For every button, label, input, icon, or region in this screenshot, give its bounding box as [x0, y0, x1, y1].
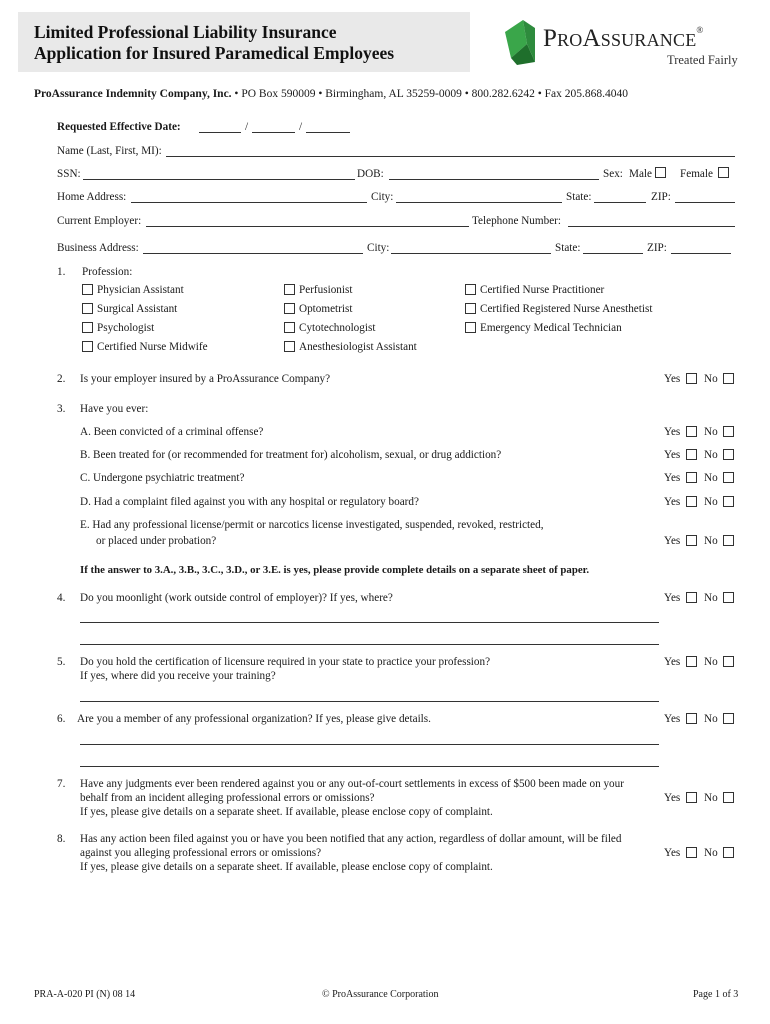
no-label: No: [704, 373, 718, 385]
no-label: No: [704, 713, 718, 725]
q6-answer-line-2[interactable]: [80, 766, 659, 767]
no-label: No: [704, 496, 718, 508]
question-3c-text: C. Undergone psychiatric treatment?: [80, 472, 245, 484]
registered-mark: ®: [696, 25, 704, 35]
no-label: No: [704, 449, 718, 461]
female-checkbox[interactable]: [718, 167, 729, 178]
yes-label: Yes: [664, 535, 681, 547]
q6-yes-checkbox[interactable]: [686, 713, 697, 724]
q5-no-checkbox[interactable]: [723, 656, 734, 667]
yes-label: Yes: [664, 847, 681, 859]
business-city-label: City:: [367, 242, 390, 254]
company-address: • PO Box 590009 • Birmingham, AL 35259-0009 • 800.282.6242 • Fax 205.868.4040: [234, 88, 629, 100]
effective-date-year-field[interactable]: [306, 132, 350, 133]
profession-option: Certified Nurse Midwife: [97, 341, 208, 353]
question-3b-text: B. Been treated for (or recommended for treatment for) alcoholism, sexual, or drug addiction?: [80, 449, 502, 461]
business-zip-label: ZIP:: [647, 242, 667, 254]
name-label: Name (Last, First, MI):: [57, 145, 162, 157]
telephone-field[interactable]: [568, 226, 735, 227]
question-3d-text: D. Had a complaint filed against you with any hospital or regulatory board?: [80, 496, 419, 508]
business-address-label: Business Address:: [57, 242, 139, 254]
business-state-label: State:: [555, 242, 581, 254]
profession-option: Anesthesiologist Assistant: [299, 341, 417, 353]
copyright: © ProAssurance Corporation: [322, 989, 439, 1000]
telephone-label: Telephone Number:: [472, 215, 561, 227]
q6-no-checkbox[interactable]: [723, 713, 734, 724]
no-label: No: [704, 472, 718, 484]
question-7-text-cont: behalf from an incident alleging professional errors or omissions?: [80, 792, 375, 804]
dob-label: DOB:: [357, 168, 384, 180]
yes-label: Yes: [664, 592, 681, 604]
q4-answer-line-1[interactable]: [80, 622, 659, 623]
yes-label: Yes: [664, 713, 681, 725]
profession-option: Cytotechnologist: [299, 322, 376, 334]
question-8-instruction: If yes, please give details on a separate sheet. If available, please enclose copy of complaint.: [80, 861, 493, 873]
question-7-instruction: If yes, please give details on a separate sheet. If available, please enclose copy of complaint.: [80, 806, 493, 818]
profession-option: Surgical Assistant: [97, 303, 178, 315]
question-7-text: Have any judgments ever been rendered against you or any out-of-court settlements in excess of $500 been made on your: [80, 778, 624, 790]
employer-field[interactable]: [146, 226, 469, 227]
no-label: No: [704, 426, 718, 438]
question-3e-text-cont: or placed under probation?: [96, 535, 217, 547]
ssn-field[interactable]: [83, 179, 355, 180]
no-label: No: [704, 792, 718, 804]
date-separator: /: [299, 121, 303, 133]
sex-label: Sex:: [603, 168, 623, 180]
profession-option: Psychologist: [97, 322, 155, 334]
q3c-yes-checkbox[interactable]: [686, 472, 697, 483]
profession-option: Physician Assistant: [97, 284, 184, 296]
question-8-text: Has any action been filed against you or have you been notified that any action, regardless of dollar amount, will be filed: [80, 833, 622, 845]
home-state-field[interactable]: [594, 202, 646, 203]
question-5-text: Do you hold the certification of licensure required in your state to practice your profession?: [80, 656, 491, 668]
profession-checkbox-emt[interactable]: [465, 322, 476, 333]
no-label: No: [704, 535, 718, 547]
yes-label: Yes: [664, 449, 681, 461]
profession-checkbox-nurse-practitioner[interactable]: [465, 284, 476, 295]
question-3-instruction: If the answer to 3.A., 3.B., 3.C., 3.D., or 3.E. is yes, please provide complete details on a separate sheet of paper.: [80, 564, 590, 576]
question-number: 3.: [57, 403, 66, 415]
q3e-yes-checkbox[interactable]: [686, 535, 697, 546]
form-title-line2: Application for Insured Paramedical Employees: [34, 43, 395, 63]
q8-no-checkbox[interactable]: [723, 847, 734, 858]
q3b-no-checkbox[interactable]: [723, 449, 734, 460]
form-title-line1: Limited Professional Liability Insurance: [34, 22, 337, 42]
q2-no-checkbox[interactable]: [723, 373, 734, 384]
home-address-label: Home Address:: [57, 191, 127, 203]
effective-date-label: Requested Effective Date:: [57, 121, 181, 133]
business-address-field[interactable]: [143, 253, 363, 254]
yes-label: Yes: [664, 656, 681, 668]
name-field[interactable]: [166, 156, 735, 157]
profession-checkbox-physician-assistant[interactable]: [82, 284, 93, 295]
q5-yes-checkbox[interactable]: [686, 656, 697, 667]
profession-checkbox-optometrist[interactable]: [284, 303, 295, 314]
q8-yes-checkbox[interactable]: [686, 847, 697, 858]
profession-checkbox-perfusionist[interactable]: [284, 284, 295, 295]
q5-answer-line[interactable]: [80, 701, 659, 702]
q4-yes-checkbox[interactable]: [686, 592, 697, 603]
question-8-text-cont: against you alleging professional errors or omissions?: [80, 847, 322, 859]
home-zip-label: ZIP:: [651, 191, 671, 203]
profession-label: Profession:: [82, 266, 133, 278]
proassurance-logo-icon: [503, 18, 537, 66]
q3c-no-checkbox[interactable]: [723, 472, 734, 483]
profession-option: Optometrist: [299, 303, 353, 315]
profession-option: Perfusionist: [299, 284, 353, 296]
profession-checkbox-surgical-assistant[interactable]: [82, 303, 93, 314]
no-label: No: [704, 592, 718, 604]
profession-option: Certified Nurse Practitioner: [480, 284, 605, 296]
profession-checkbox-psychologist[interactable]: [82, 322, 93, 333]
q3b-yes-checkbox[interactable]: [686, 449, 697, 460]
q3d-no-checkbox[interactable]: [723, 496, 734, 507]
company-info: [34, 88, 628, 100]
question-number: 1.: [57, 266, 66, 278]
no-label: No: [704, 656, 718, 668]
ssn-label: SSN:: [57, 168, 81, 180]
question-number: 6.: [57, 713, 66, 725]
q6-answer-line-1[interactable]: [80, 744, 659, 745]
home-state-label: State:: [566, 191, 592, 203]
business-city-field[interactable]: [391, 253, 551, 254]
brand-tagline: Treated Fairly: [667, 53, 738, 67]
question-3e-text: E. Had any professional license/permit or narcotics license investigated, suspended, revoked, restricted,: [80, 519, 544, 531]
home-zip-field[interactable]: [675, 202, 735, 203]
question-3-text: Have you ever:: [80, 403, 149, 415]
business-zip-field[interactable]: [671, 253, 731, 254]
question-3a-text: A. Been convicted of a criminal offense?: [80, 426, 264, 438]
yes-label: Yes: [664, 426, 681, 438]
brand-name: [543, 25, 703, 53]
q7-yes-checkbox[interactable]: [686, 792, 697, 803]
question-5-followup: If yes, where did you receive your training?: [80, 670, 276, 682]
yes-label: Yes: [664, 472, 681, 484]
profession-checkbox-cytotechnologist[interactable]: [284, 322, 295, 333]
home-city-label: City:: [371, 191, 394, 203]
home-address-field[interactable]: [131, 202, 367, 203]
page-number: Page 1 of 3: [693, 989, 739, 1000]
male-label: Male: [629, 168, 652, 180]
company-name: ProAssurance Indemnity Company, Inc.: [34, 88, 232, 100]
question-number: 2.: [57, 373, 66, 385]
home-city-field[interactable]: [396, 202, 562, 203]
form-id: PRA-A-020 PI (N) 08 14: [34, 989, 136, 1000]
profession-checkbox-nurse-anesthetist[interactable]: [465, 303, 476, 314]
effective-date-day-field[interactable]: [252, 132, 295, 133]
question-number: 5.: [57, 656, 66, 668]
profession-checkbox-nurse-midwife[interactable]: [82, 341, 93, 352]
q3e-no-checkbox[interactable]: [723, 535, 734, 546]
q7-no-checkbox[interactable]: [723, 792, 734, 803]
yes-label: Yes: [664, 373, 681, 385]
brand-wordmark: ProAssurance: [543, 25, 697, 52]
profession-checkbox-anesthesiologist-assistant[interactable]: [284, 341, 295, 352]
date-separator: /: [245, 121, 249, 133]
question-number: 7.: [57, 778, 66, 790]
employer-label: Current Employer:: [57, 215, 142, 227]
dob-field[interactable]: [389, 179, 599, 180]
profession-option: Certified Registered Nurse Anesthetist: [480, 303, 653, 315]
yes-label: Yes: [664, 792, 681, 804]
q3d-yes-checkbox[interactable]: [686, 496, 697, 507]
question-2-text: Is your employer insured by a ProAssurance Company?: [80, 373, 331, 385]
q2-yes-checkbox[interactable]: [686, 373, 697, 384]
profession-option: Emergency Medical Technician: [480, 322, 622, 334]
q3a-yes-checkbox[interactable]: [686, 426, 697, 437]
q4-answer-line-2[interactable]: [80, 644, 659, 645]
yes-label: Yes: [664, 496, 681, 508]
effective-date-month-field[interactable]: [199, 132, 241, 133]
female-label: Female: [680, 168, 713, 180]
q3a-no-checkbox[interactable]: [723, 426, 734, 437]
business-state-field[interactable]: [583, 253, 643, 254]
no-label: No: [704, 847, 718, 859]
question-4-text: Do you moonlight (work outside control of employer)? If yes, where?: [80, 592, 393, 604]
male-checkbox[interactable]: [655, 167, 666, 178]
question-6-text: Are you a member of any professional organization? If yes, please give details.: [77, 713, 431, 725]
q4-no-checkbox[interactable]: [723, 592, 734, 603]
question-number: 4.: [57, 592, 66, 604]
question-number: 8.: [57, 833, 66, 845]
